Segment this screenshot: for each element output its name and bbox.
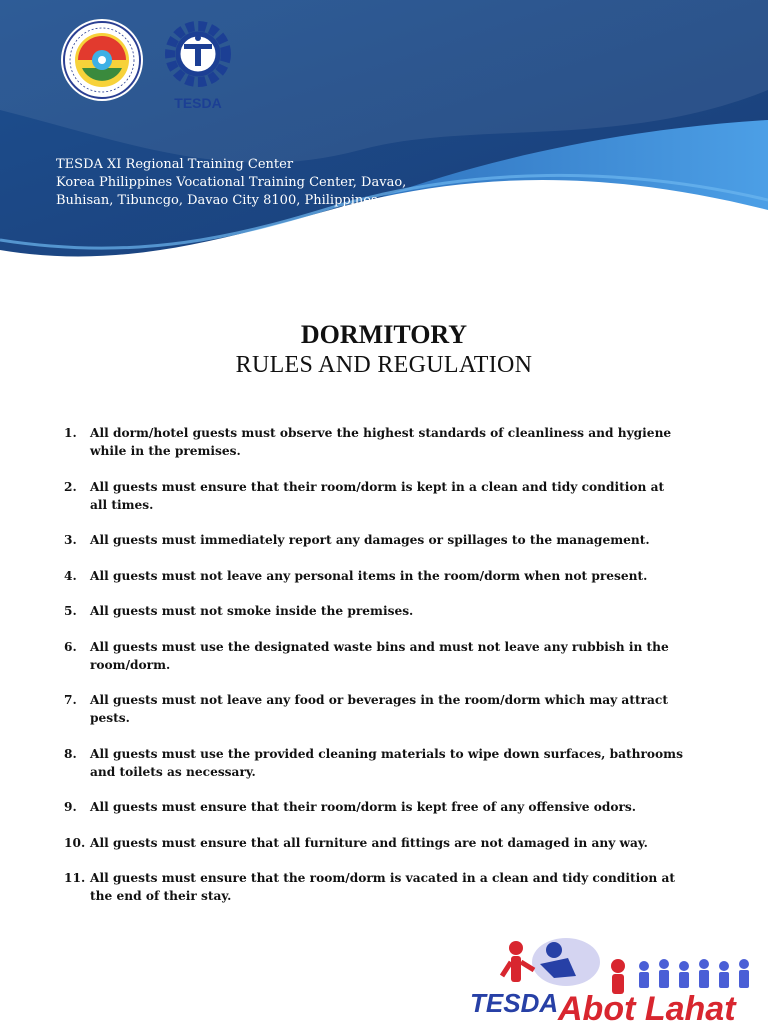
rule-item [64,638,684,674]
address-block [56,156,406,210]
footer-logo-abot-lahat: Abot Lahat [558,990,736,1024]
address-line-2: Korea Philippines Vocational Training Center, Davao, [56,175,407,190]
rule-number: 4. [64,568,77,583]
document-title: DORMITORY [300,320,468,349]
rule-number: 5. [64,604,77,618]
rule-text: All guests must not leave any food or beverages in the room/dorm which may attract pests. [90,693,668,725]
tesda-gear-icon [170,26,226,82]
rule-item [64,424,684,460]
tesda-abot-lahat-logo [468,936,768,1024]
address-line-1: TESDA XI Regional Training Center [56,157,294,172]
rule-text: All guests must immediately report any damages or spillages to the management. [90,533,650,547]
rule-item [64,478,684,514]
rule-text: All guests must ensure that their room/dorm is kept free of any offensive odors. [90,800,637,814]
document-subtitle: RULES AND REGULATION [235,352,533,378]
rule-item [64,834,684,852]
rule-number: 6. [64,639,77,654]
people-figures-icon [502,938,749,994]
tesda-logo-text: TESDA [174,95,222,111]
rule-item [64,745,684,781]
rule-text: All guests must use the provided cleaning materials to wipe down surfaces, bathrooms and toilets as necessary. [90,746,683,779]
korea-philippines-seal-icon [60,18,144,102]
rule-text: All guests must not leave any personal items in the room/dorm when not present. [90,568,648,583]
rule-number: 3. [64,533,77,547]
rule-text: All dorm/hotel guests must observe the highest standards of cleanliness and hygiene while in the premises. [90,426,672,458]
rule-number: 8. [64,746,77,761]
address-line-3: Buhisan, Tibuncgo, Davao City 8100, Philippines [56,193,378,208]
rule-number: 10. [64,835,86,850]
tesda-logo [158,18,242,112]
rule-item [64,567,684,585]
rule-number: 2. [64,479,77,494]
footer-logo-tesda: TESDA [470,988,559,1018]
rule-number: 9. [64,800,77,814]
rule-text: All guests must use the designated waste bins and must not leave any rubbish in the room/dorm. [90,639,669,672]
rule-item [64,602,684,620]
rule-text: All guests must ensure that their room/dorm is kept in a clean and tidy condition at all times. [90,479,665,512]
rule-number: 1. [64,426,77,440]
rule-text: All guests must ensure that all furniture and fittings are not damaged in any way. [90,835,648,850]
rule-number: 11. [64,871,86,885]
rule-item [64,531,684,549]
rule-text: All guests must ensure that the room/dorm is vacated in a clean and tidy condition at the end of their stay. [90,871,675,903]
rule-text: All guests must not smoke inside the premises. [90,604,414,618]
rule-item [64,691,684,727]
rule-item [64,869,684,905]
rule-item [64,798,684,816]
rule-number: 7. [64,693,77,707]
rules-list [64,424,684,923]
